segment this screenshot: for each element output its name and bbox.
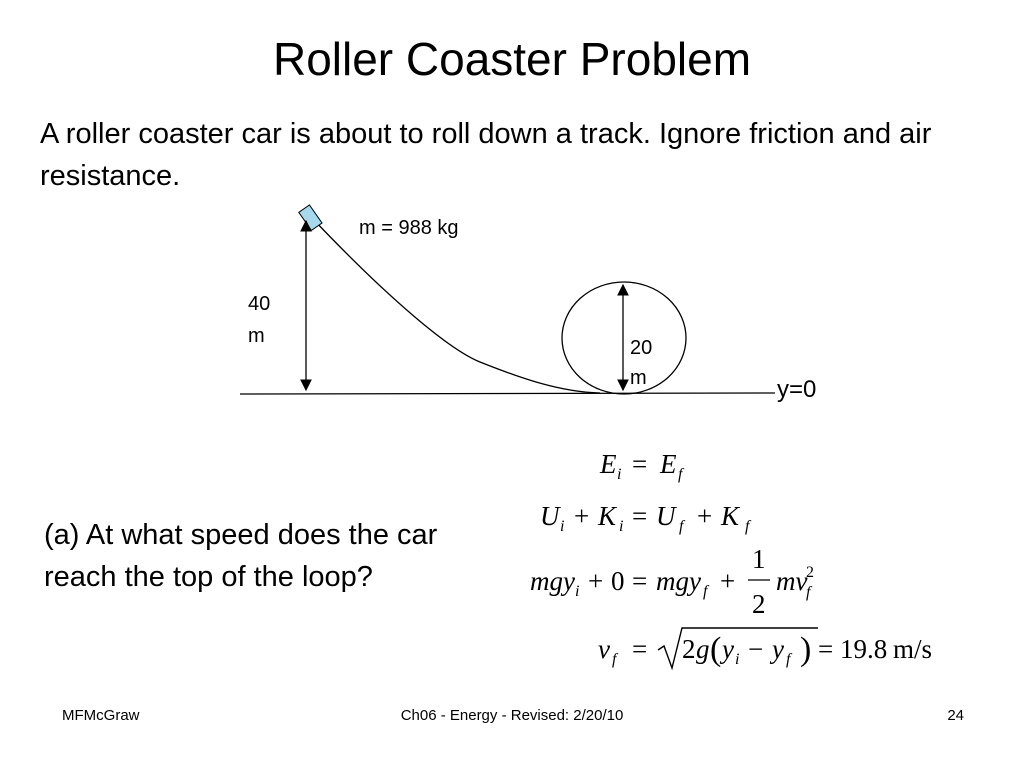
- svg-text:+: +: [720, 566, 736, 596]
- svg-text:y: y: [722, 634, 734, 664]
- svg-text:K: K: [598, 501, 617, 531]
- svg-text:(: (: [710, 631, 722, 668]
- question-a: (a) At what speed does the car reach the top of the loop?: [44, 519, 438, 593]
- ground-label: y=0: [777, 376, 817, 403]
- equation-energy-conservation: [599, 449, 685, 483]
- svg-text:=: =: [632, 634, 648, 664]
- loop-label-number: 20: [630, 337, 653, 359]
- height-label-unit: m: [248, 325, 265, 347]
- svg-text:0: 0: [611, 566, 625, 596]
- svg-text:f: f: [703, 583, 708, 600]
- svg-text:mgy: mgy: [530, 566, 575, 596]
- slide-title: Roller Coaster Problem: [272, 33, 752, 85]
- svg-text:U: U: [656, 501, 676, 531]
- svg-text:i: i: [617, 466, 622, 483]
- loop-circle: [562, 282, 686, 394]
- svg-text:i: i: [560, 518, 565, 535]
- svg-text:2: 2: [682, 634, 696, 664]
- svg-text:mgy: mgy: [656, 566, 701, 596]
- footer-chapter: Ch06 - Energy - Revised: 2/20/10: [400, 707, 624, 724]
- svg-text:=: =: [632, 566, 648, 596]
- svg-text:f: f: [612, 651, 617, 668]
- svg-text:f: f: [786, 651, 791, 668]
- svg-text:f: f: [806, 584, 811, 601]
- svg-text:i: i: [575, 583, 580, 600]
- svg-text:2: 2: [752, 589, 766, 619]
- equation-substitution: [530, 544, 814, 619]
- mass-label: m = 988 kg: [359, 217, 459, 239]
- svg-text:v: v: [598, 634, 610, 664]
- equation-potential-kinetic: [540, 501, 752, 535]
- svg-text:): ): [800, 631, 812, 668]
- svg-text:f: f: [745, 518, 750, 535]
- svg-text:U: U: [540, 501, 560, 531]
- footer-author: MFMcGraw: [62, 707, 140, 724]
- svg-text:g: g: [696, 634, 710, 664]
- svg-text:−: −: [748, 634, 764, 664]
- equation-final-speed: [598, 628, 932, 668]
- svg-text:mv: mv: [776, 566, 808, 596]
- svg-text:E: E: [660, 449, 677, 479]
- svg-text:f: f: [679, 518, 684, 535]
- ground-line: [240, 393, 775, 394]
- svg-text:=: =: [818, 634, 834, 664]
- svg-text:i: i: [619, 518, 624, 535]
- svg-text:K: K: [721, 501, 740, 531]
- result-value: 19.8: [840, 634, 888, 664]
- svg-text:+: +: [574, 501, 590, 531]
- svg-text:i: i: [735, 651, 740, 668]
- svg-text:2: 2: [806, 564, 814, 581]
- svg-text:+: +: [588, 566, 604, 596]
- height-label-number: 40: [248, 293, 271, 315]
- svg-text:1: 1: [752, 544, 766, 574]
- svg-text:=: =: [632, 501, 648, 531]
- problem-statement: A roller coaster car is about to roll down a track. Ignore friction and air resistance.: [40, 118, 932, 192]
- svg-text:+: +: [697, 501, 713, 531]
- result-units: m/s: [893, 634, 933, 664]
- track-curve: [313, 219, 600, 393]
- slide-number: 24: [947, 707, 964, 724]
- svg-text:E: E: [600, 449, 617, 479]
- coaster-car: [299, 205, 322, 230]
- loop-label-unit: m: [630, 367, 647, 389]
- svg-text:=: =: [632, 449, 648, 479]
- svg-text:y: y: [772, 634, 784, 664]
- svg-text:f: f: [678, 466, 683, 483]
